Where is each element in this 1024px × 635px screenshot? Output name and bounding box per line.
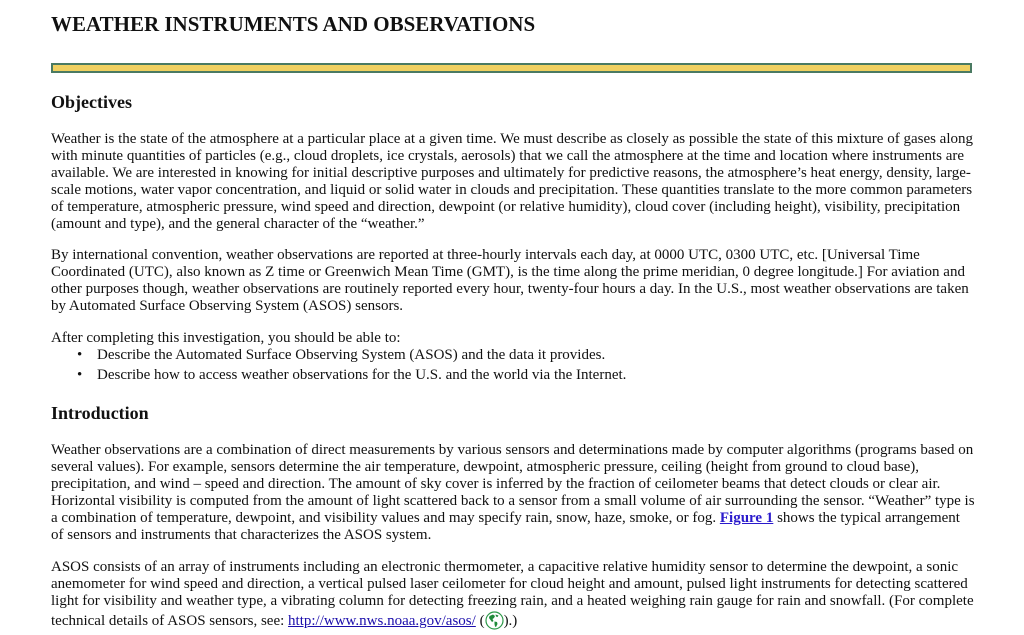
- text-line: ASOS consists of an array of instruments including an electronic thermometer, a capacitive relative humidity sensor to determine the dewpoint, a sonic: [51, 559, 959, 575]
- figure-1-link[interactable]: Figure 1: [719, 510, 774, 526]
- text-line: After completing this investigation, you should be able to:: [51, 330, 401, 346]
- bullet-icon: •: [77, 367, 83, 383]
- text-segment: (: [475, 613, 485, 629]
- objectives-intro-sentence: [51, 330, 973, 347]
- text-line: light for visibility and weather type, a vibrating column for detecting freezing rain, and a heated weighing rain gauge for rain and snowfall. (For complete: [51, 593, 974, 609]
- text-line: of sensors and instruments that characterizes the ASOS system.: [51, 527, 432, 543]
- text-line: by Automated Surface Observing System (ASOS) sensors.: [51, 298, 404, 314]
- list-item: [51, 347, 973, 367]
- list-item-text: Describe how to access weather observations for the U.S. and the world via the Internet.: [97, 367, 627, 383]
- text-line: anemometer for wind speed and direction, a vertical pulsed laser ceilometer for cloud height and amount, pulsed light instruments for detecting scattered: [51, 576, 968, 592]
- text-line: [51, 510, 973, 527]
- list-item-text: Describe the Automated Surface Observing System (ASOS) and the data it provides.: [97, 347, 606, 363]
- objectives-heading: Objectives: [51, 92, 132, 112]
- objectives-list: [51, 347, 973, 387]
- asos-link[interactable]: http://www.nws.noaa.gov/asos/: [288, 613, 476, 629]
- text-line: of temperature, atmospheric pressure, wind speed and direction, dewpoint (or relative humidity), cloud cover (including height), visibility, precipitation: [51, 199, 961, 215]
- text-line: available. We are interested in knowing for initial descriptive purposes and ultimately for predictive reasons, the atmosphere’s heat energy, density, large-: [51, 165, 971, 181]
- text-line: Weather observations are a combination of direct measurements by various sensors and determinations made by computer algorithms (programs based on: [51, 442, 974, 458]
- globe-icon[interactable]: [485, 611, 504, 630]
- section-divider: [51, 63, 972, 73]
- text-line: with minute quantities of particles (e.g., cloud droplets, ice crystals, aerosols) that we call the atmosphere at the time and location where instruments are: [51, 148, 965, 164]
- text-line: Horizontal visibility is computed from the amount of light scattered back to a sensor from a small volume of air surrounding the sensor. “Weather” type is: [51, 493, 975, 509]
- introduction-paragraph-2: [51, 559, 973, 630]
- text-line: [51, 611, 973, 630]
- text-line: (amount and type), and the general character of the “weather.”: [51, 216, 425, 232]
- text-line: several values). For example, sensors determine the air temperature, dewpoint, atmospheric pressure, ceiling (height from ground to cloud base),: [51, 459, 920, 475]
- objectives-paragraph-2: [51, 247, 973, 315]
- text-line: Weather is the state of the atmosphere at a particular place at a given time. We must describe as closely as possible the state of this mixture of gases along: [51, 131, 974, 147]
- introduction-paragraph-1: [51, 442, 973, 544]
- list-item: [51, 367, 973, 387]
- text-line: Coordinated (UTC), also known as Z time or Greenwich Mean Time (GMT), is the time along the prime meridian, 0 degree longitude.] For aviation and: [51, 264, 965, 280]
- introduction-heading: Introduction: [51, 403, 149, 423]
- text-segment: a combination of temperature, dewpoint, and visibility values and may specify rain, snow, haze, smoke, or fog.: [51, 510, 720, 526]
- text-segment: ).): [503, 613, 518, 629]
- page-title: WEATHER INSTRUMENTS AND OBSERVATIONS: [51, 12, 536, 36]
- text-line: By international convention, weather observations are reported at three-hourly intervals each day, at 0000 UTC, 0300 UTC, etc. [Universal Time: [51, 247, 920, 263]
- text-line: precipitation, and wind – speed and direction. The amount of sky cover is inferred by the fraction of ceilometer beams that detect clouds or clear air.: [51, 476, 941, 492]
- objectives-paragraph-1: [51, 131, 973, 233]
- text-segment: shows the typical arrangement: [773, 510, 960, 526]
- text-segment: technical details of ASOS sensors, see:: [51, 613, 289, 629]
- text-line: scale motions, water vapor concentration, and liquid or solid water in clouds and precipitation. These quantities translate to the more common parameters: [51, 182, 973, 198]
- text-line: other purposes though, weather observations are routinely reported every hour, twenty-four hours a day. In the U.S., most weather observations are taken: [51, 281, 969, 297]
- bullet-icon: •: [77, 347, 83, 363]
